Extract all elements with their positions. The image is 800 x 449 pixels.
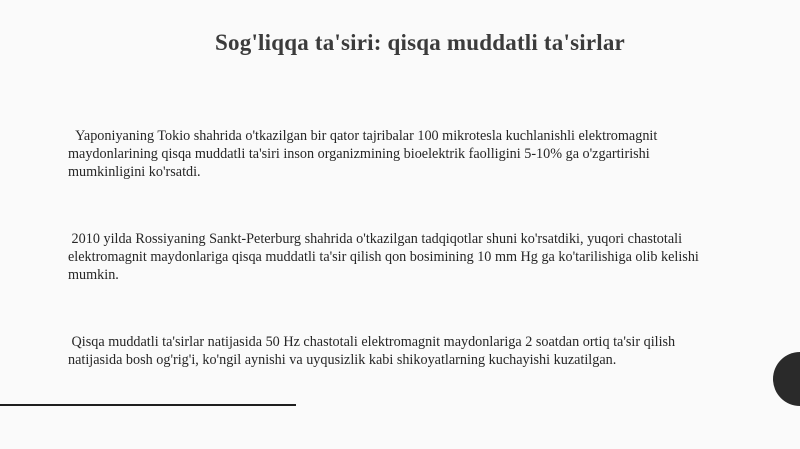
paragraph-tokyo-experiments: Yaponiyaning Tokio shahrida o'tkazilgan bir qator tajribalar 100 mikrotesla kuchlanishli elektromagnit maydonlarining qisqa muddatli ta'siri inson organizmining bioelektrik faolligini 5-10% ga o'zgartirishi mumkinligini ko'rsatdi. — [68, 128, 661, 180]
decorative-divider-line — [0, 404, 296, 406]
decorative-circle — [773, 352, 800, 406]
slide-title: Sog'liqqa ta'siri: qisqa muddatli ta'sirlar — [215, 30, 625, 55]
paragraph-saint-petersburg-study: 2010 yilda Rossiyaning Sankt-Peterburg shahrida o'tkazilgan tadqiqotlar shuni ko'rsatdiki, yuqori chastotali elektromagnit maydonlariga qisqa muddatli ta'sir qilish qon bosimining 10 mm Hg ga ko'tarilishiga olib kelishi mumkin. — [68, 231, 703, 283]
paragraph-short-term-effects: Qisqa muddatli ta'sirlar natijasida 50 Hz chastotali elektromagnit maydonlariga 2 soatdan ortiq ta'sir qilish natijasida bosh og'rig'i, ko'ngil aynishi va uyqusizlik kabi shikoyatlarning kuchayishi kuzatilgan. — [68, 334, 679, 368]
